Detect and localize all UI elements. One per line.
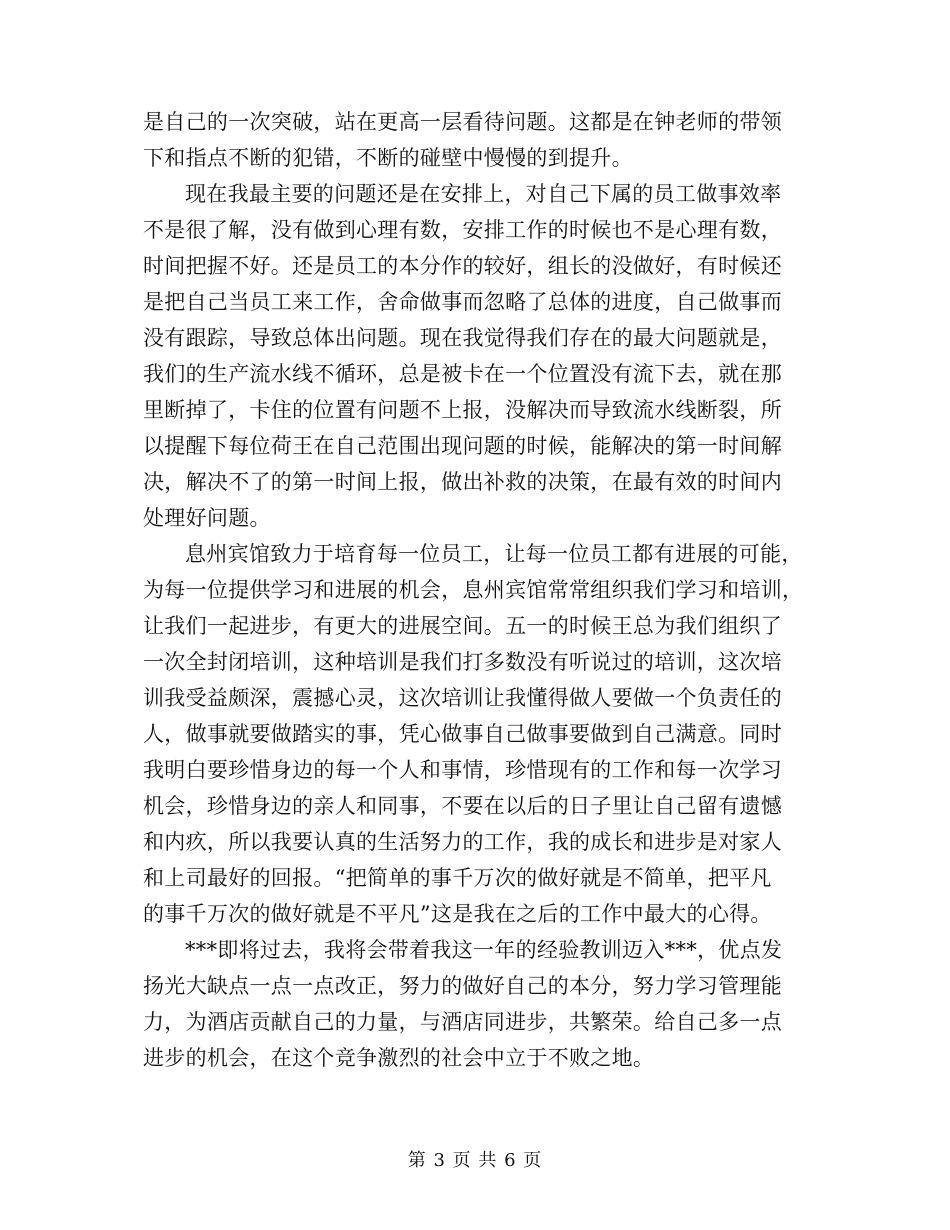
text-line: 决，解决不了的第一时间上报，做出补救的决策，在最有效的时间内 bbox=[143, 470, 782, 494]
text-line: 是把自己当员工来工作，舍命做事而忽略了总体的进度，自己做事而 bbox=[143, 290, 782, 314]
document-body bbox=[143, 104, 808, 1076]
text-line: 训我受益颇深，震撼心灵，这次培训让我懂得做人要做一个负责任的 bbox=[143, 686, 782, 710]
text-line: 和内疚，所以我要认真的生活努力的工作，我的成长和进步是对家人 bbox=[143, 830, 782, 854]
text-line: 让我们一起进步，有更大的进展空间。五一的时候王总为我们组织了 bbox=[143, 614, 782, 638]
text-line: 以提醒下每位荷王在自己范围出现问题的时候，能解决的第一时间解 bbox=[143, 434, 782, 458]
paragraph-first-line: 息州宾馆致力于培育每一位员工，让每一位员工都有进展的可能， bbox=[185, 542, 803, 566]
text-line: 不是很了解，没有做到心理有数，安排工作的时候也不是心理有数， bbox=[143, 218, 782, 242]
text-line: 的事千万次的做好就是不平凡”这是我在之后的工作中最大的心得。 bbox=[143, 902, 772, 926]
text-line: 进步的机会，在这个竞争激烈的社会中立于不败之地。 bbox=[143, 1046, 655, 1070]
text-line: 里断掉了，卡住的位置有问题不上报，没解决而导致流水线断裂，所 bbox=[143, 398, 782, 422]
text-line: 为每一位提供学习和进展的机会，息州宾馆常常组织我们学习和培训， bbox=[143, 578, 804, 602]
text-line: 机会，珍惜身边的亲人和同事，不要在以后的日子里让自己留有遗憾 bbox=[143, 794, 782, 818]
page-footer: 第 3 页 共 6 页 bbox=[407, 1150, 543, 1171]
paragraph-first-line: 现在我最主要的问题还是在安排上，对自己下属的员工做事效率 bbox=[185, 182, 782, 206]
text-line: 没有跟踪，导致总体出问题。现在我觉得我们存在的最大问题就是， bbox=[143, 326, 782, 350]
text-line: 下和指点不断的犯错，不断的碰壁中慢慢的到提升。 bbox=[143, 146, 633, 170]
text-line: 我们的生产流水线不循环，总是被卡在一个位置没有流下去，就在那 bbox=[143, 362, 782, 386]
paragraph-first-line: ***即将过去，我将会带着我这一年的经验教训迈入***，优点发 bbox=[185, 938, 783, 962]
text-line: 我明白要珍惜身边的每一个人和事情，珍惜现有的工作和每一次学习 bbox=[143, 758, 782, 782]
text-line: 是自己的一次突破，站在更高一层看待问题。这都是在钟老师的带领 bbox=[143, 110, 782, 134]
text-line: 人，做事就要做踏实的事，凭心做事自己做事要做到自己满意。同时 bbox=[143, 722, 782, 746]
text-line: 一次全封闭培训，这种培训是我们打多数没有听说过的培训，这次培 bbox=[143, 650, 782, 674]
text-line: 力，为酒店贡献自己的力量，与酒店同进步，共繁荣。给自己多一点 bbox=[143, 1010, 782, 1034]
text-line: 和上司最好的回报。“把简单的事千万次的做好就是不简单，把平凡 bbox=[143, 866, 772, 890]
text-line: 处理好问题。 bbox=[143, 506, 271, 530]
text-line: 时间把握不好。还是员工的本分作的较好，组长的没做好，有时候还 bbox=[143, 254, 782, 278]
text-line: 扬光大缺点一点一点改正，努力的做好自己的本分，努力学习管理能 bbox=[143, 974, 782, 998]
